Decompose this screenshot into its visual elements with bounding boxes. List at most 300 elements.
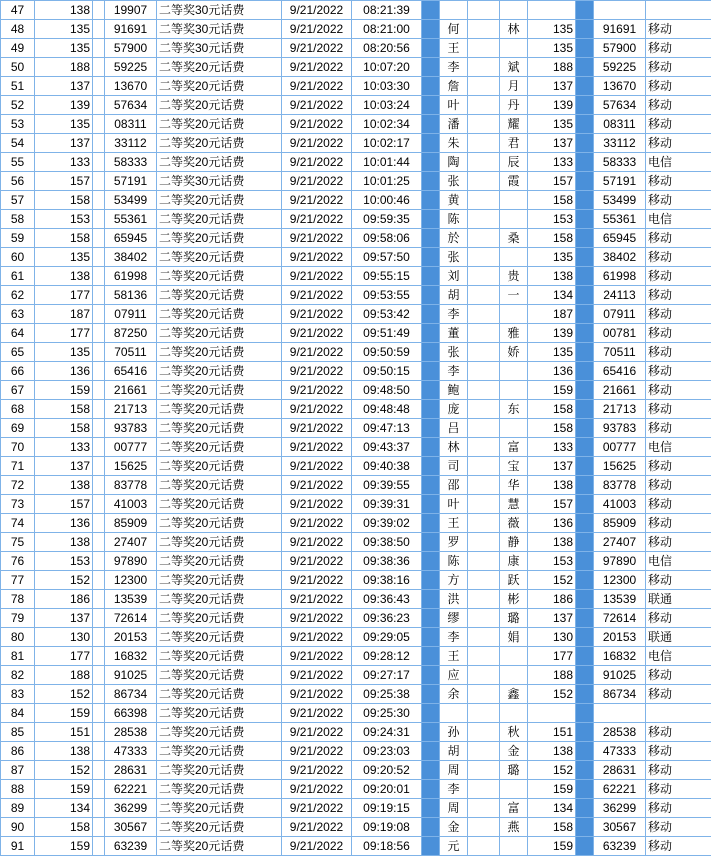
highlight-bar-cell[interactable] — [422, 210, 440, 229]
carrier-cell[interactable]: 移动 — [646, 191, 711, 210]
phone-suffix-cell[interactable]: 85909 — [105, 514, 157, 533]
surname-cell[interactable]: 王 — [440, 39, 468, 58]
phone-suffix2-cell[interactable]: 28538 — [594, 723, 646, 742]
blank-cell[interactable] — [468, 58, 500, 77]
prize-cell[interactable]: 二等奖20元话费 — [157, 438, 282, 457]
time-cell[interactable]: 09:39:55 — [352, 476, 422, 495]
phone-suffix-cell[interactable]: 47333 — [105, 742, 157, 761]
spacer-cell[interactable] — [93, 837, 105, 856]
phone-suffix2-cell[interactable]: 65945 — [594, 229, 646, 248]
phone-suffix-cell[interactable]: 21661 — [105, 381, 157, 400]
prize-cell[interactable]: 二等奖20元话费 — [157, 780, 282, 799]
blank-cell[interactable] — [468, 571, 500, 590]
highlight-bar2-cell[interactable] — [576, 248, 594, 267]
spacer-cell[interactable] — [93, 742, 105, 761]
carrier-cell[interactable]: 移动 — [646, 571, 711, 590]
phone-prefix2-cell[interactable]: 135 — [528, 343, 576, 362]
prize-cell[interactable]: 二等奖20元话费 — [157, 590, 282, 609]
phone-suffix-cell[interactable]: 91691 — [105, 20, 157, 39]
table-row[interactable] — [1, 77, 711, 96]
phone-suffix2-cell[interactable] — [594, 1, 646, 20]
table-row[interactable] — [1, 419, 711, 438]
given-name-cell[interactable] — [500, 780, 528, 799]
carrier-cell[interactable]: 移动 — [646, 495, 711, 514]
phone-prefix-cell[interactable]: 153 — [35, 552, 93, 571]
table-row[interactable] — [1, 590, 711, 609]
date-cell[interactable]: 9/21/2022 — [282, 343, 352, 362]
surname-cell[interactable]: 张 — [440, 172, 468, 191]
highlight-bar-cell[interactable] — [422, 343, 440, 362]
date-cell[interactable]: 9/21/2022 — [282, 115, 352, 134]
given-name-cell[interactable]: 秋 — [500, 723, 528, 742]
given-name-cell[interactable] — [500, 837, 528, 856]
prize-cell[interactable]: 二等奖20元话费 — [157, 685, 282, 704]
time-cell[interactable]: 09:38:36 — [352, 552, 422, 571]
phone-suffix2-cell[interactable]: 27407 — [594, 533, 646, 552]
phone-prefix2-cell[interactable]: 158 — [528, 191, 576, 210]
phone-suffix2-cell[interactable]: 21661 — [594, 381, 646, 400]
highlight-bar2-cell[interactable] — [576, 666, 594, 685]
phone-suffix2-cell[interactable] — [594, 704, 646, 723]
highlight-bar-cell[interactable] — [422, 609, 440, 628]
date-cell[interactable]: 9/21/2022 — [282, 761, 352, 780]
given-name-cell[interactable] — [500, 191, 528, 210]
phone-suffix-cell[interactable]: 36299 — [105, 799, 157, 818]
phone-suffix-cell[interactable]: 93783 — [105, 419, 157, 438]
row-header-cell[interactable]: 76 — [1, 552, 35, 571]
time-cell[interactable]: 08:21:39 — [352, 1, 422, 20]
prize-cell[interactable]: 二等奖30元话费 — [157, 39, 282, 58]
highlight-bar2-cell[interactable] — [576, 39, 594, 58]
phone-suffix-cell[interactable]: 57191 — [105, 172, 157, 191]
date-cell[interactable]: 9/21/2022 — [282, 210, 352, 229]
given-name-cell[interactable]: 璐 — [500, 609, 528, 628]
row-header-cell[interactable]: 87 — [1, 761, 35, 780]
table-row[interactable] — [1, 39, 711, 58]
date-cell[interactable]: 9/21/2022 — [282, 77, 352, 96]
blank-cell[interactable] — [468, 685, 500, 704]
blank-cell[interactable] — [468, 191, 500, 210]
carrier-cell[interactable]: 移动 — [646, 267, 711, 286]
spacer-cell[interactable] — [93, 191, 105, 210]
phone-prefix-cell[interactable]: 138 — [35, 476, 93, 495]
phone-prefix-cell[interactable]: 159 — [35, 381, 93, 400]
blank-cell[interactable] — [468, 666, 500, 685]
phone-prefix-cell[interactable]: 135 — [35, 39, 93, 58]
phone-prefix2-cell[interactable]: 187 — [528, 305, 576, 324]
highlight-bar2-cell[interactable] — [576, 495, 594, 514]
phone-prefix-cell[interactable]: 158 — [35, 191, 93, 210]
highlight-bar-cell[interactable] — [422, 58, 440, 77]
table-row[interactable] — [1, 96, 711, 115]
phone-suffix2-cell[interactable]: 85909 — [594, 514, 646, 533]
date-cell[interactable]: 9/21/2022 — [282, 134, 352, 153]
carrier-cell[interactable]: 移动 — [646, 457, 711, 476]
phone-suffix2-cell[interactable]: 55361 — [594, 210, 646, 229]
highlight-bar-cell[interactable] — [422, 305, 440, 324]
row-header-cell[interactable]: 85 — [1, 723, 35, 742]
date-cell[interactable]: 9/21/2022 — [282, 495, 352, 514]
highlight-bar2-cell[interactable] — [576, 115, 594, 134]
spacer-cell[interactable] — [93, 305, 105, 324]
phone-suffix-cell[interactable]: 07911 — [105, 305, 157, 324]
phone-suffix2-cell[interactable]: 28631 — [594, 761, 646, 780]
blank-cell[interactable] — [468, 381, 500, 400]
highlight-bar-cell[interactable] — [422, 1, 440, 20]
phone-prefix-cell[interactable]: 133 — [35, 153, 93, 172]
prize-cell[interactable]: 二等奖20元话费 — [157, 286, 282, 305]
blank-cell[interactable] — [468, 77, 500, 96]
phone-prefix-cell[interactable]: 187 — [35, 305, 93, 324]
surname-cell[interactable]: 王 — [440, 514, 468, 533]
time-cell[interactable]: 09:28:12 — [352, 647, 422, 666]
spacer-cell[interactable] — [93, 476, 105, 495]
highlight-bar-cell[interactable] — [422, 685, 440, 704]
phone-suffix-cell[interactable]: 86734 — [105, 685, 157, 704]
spacer-cell[interactable] — [93, 343, 105, 362]
spacer-cell[interactable] — [93, 39, 105, 58]
phone-suffix2-cell[interactable]: 53499 — [594, 191, 646, 210]
given-name-cell[interactable]: 娇 — [500, 343, 528, 362]
given-name-cell[interactable]: 月 — [500, 77, 528, 96]
phone-prefix2-cell[interactable]: 138 — [528, 742, 576, 761]
carrier-cell[interactable]: 移动 — [646, 172, 711, 191]
time-cell[interactable]: 10:01:25 — [352, 172, 422, 191]
surname-cell[interactable]: 元 — [440, 837, 468, 856]
surname-cell[interactable]: 洪 — [440, 590, 468, 609]
row-header-cell[interactable]: 88 — [1, 780, 35, 799]
date-cell[interactable]: 9/21/2022 — [282, 780, 352, 799]
phone-prefix2-cell[interactable] — [528, 704, 576, 723]
table-row[interactable] — [1, 400, 711, 419]
time-cell[interactable]: 09:29:05 — [352, 628, 422, 647]
spacer-cell[interactable] — [93, 438, 105, 457]
row-header-cell[interactable]: 54 — [1, 134, 35, 153]
row-header-cell[interactable]: 64 — [1, 324, 35, 343]
given-name-cell[interactable]: 宝 — [500, 457, 528, 476]
phone-prefix-cell[interactable]: 152 — [35, 571, 93, 590]
phone-prefix-cell[interactable]: 137 — [35, 457, 93, 476]
surname-cell[interactable]: 何 — [440, 20, 468, 39]
highlight-bar-cell[interactable] — [422, 837, 440, 856]
phone-suffix2-cell[interactable]: 65416 — [594, 362, 646, 381]
phone-suffix2-cell[interactable]: 21713 — [594, 400, 646, 419]
carrier-cell[interactable]: 移动 — [646, 837, 711, 856]
phone-suffix2-cell[interactable]: 13670 — [594, 77, 646, 96]
row-header-cell[interactable]: 67 — [1, 381, 35, 400]
highlight-bar2-cell[interactable] — [576, 134, 594, 153]
phone-suffix2-cell[interactable]: 15625 — [594, 457, 646, 476]
prize-cell[interactable]: 二等奖20元话费 — [157, 533, 282, 552]
highlight-bar2-cell[interactable] — [576, 438, 594, 457]
row-header-cell[interactable]: 82 — [1, 666, 35, 685]
carrier-cell[interactable]: 移动 — [646, 799, 711, 818]
blank-cell[interactable] — [468, 552, 500, 571]
row-header-cell[interactable]: 73 — [1, 495, 35, 514]
prize-cell[interactable]: 二等奖20元话费 — [157, 58, 282, 77]
highlight-bar2-cell[interactable] — [576, 362, 594, 381]
highlight-bar2-cell[interactable] — [576, 552, 594, 571]
highlight-bar-cell[interactable] — [422, 666, 440, 685]
blank-cell[interactable] — [468, 628, 500, 647]
highlight-bar-cell[interactable] — [422, 457, 440, 476]
phone-suffix2-cell[interactable]: 91025 — [594, 666, 646, 685]
surname-cell[interactable]: 潘 — [440, 115, 468, 134]
spacer-cell[interactable] — [93, 514, 105, 533]
table-row[interactable] — [1, 685, 711, 704]
highlight-bar-cell[interactable] — [422, 419, 440, 438]
highlight-bar-cell[interactable] — [422, 742, 440, 761]
carrier-cell[interactable]: 移动 — [646, 476, 711, 495]
spacer-cell[interactable] — [93, 172, 105, 191]
surname-cell[interactable]: 应 — [440, 666, 468, 685]
spacer-cell[interactable] — [93, 552, 105, 571]
prize-cell[interactable]: 二等奖20元话费 — [157, 115, 282, 134]
row-header-cell[interactable]: 80 — [1, 628, 35, 647]
phone-suffix2-cell[interactable]: 86734 — [594, 685, 646, 704]
highlight-bar2-cell[interactable] — [576, 77, 594, 96]
given-name-cell[interactable]: 东 — [500, 400, 528, 419]
spacer-cell[interactable] — [93, 647, 105, 666]
phone-prefix-cell[interactable]: 158 — [35, 400, 93, 419]
prize-cell[interactable]: 二等奖30元话费 — [157, 1, 282, 20]
phone-suffix-cell[interactable]: 13670 — [105, 77, 157, 96]
row-header-cell[interactable]: 60 — [1, 248, 35, 267]
date-cell[interactable]: 9/21/2022 — [282, 1, 352, 20]
highlight-bar2-cell[interactable] — [576, 153, 594, 172]
row-header-cell[interactable]: 84 — [1, 704, 35, 723]
date-cell[interactable]: 9/21/2022 — [282, 58, 352, 77]
phone-prefix-cell[interactable]: 133 — [35, 438, 93, 457]
surname-cell[interactable]: 李 — [440, 628, 468, 647]
highlight-bar2-cell[interactable] — [576, 628, 594, 647]
phone-suffix-cell[interactable]: 12300 — [105, 571, 157, 590]
highlight-bar-cell[interactable] — [422, 704, 440, 723]
table-row[interactable] — [1, 438, 711, 457]
table-row[interactable] — [1, 20, 711, 39]
prize-cell[interactable]: 二等奖30元话费 — [157, 20, 282, 39]
highlight-bar2-cell[interactable] — [576, 476, 594, 495]
time-cell[interactable]: 09:39:02 — [352, 514, 422, 533]
surname-cell[interactable]: 司 — [440, 457, 468, 476]
given-name-cell[interactable]: 一 — [500, 286, 528, 305]
highlight-bar2-cell[interactable] — [576, 96, 594, 115]
given-name-cell[interactable]: 鑫 — [500, 685, 528, 704]
time-cell[interactable]: 09:55:15 — [352, 267, 422, 286]
given-name-cell[interactable] — [500, 381, 528, 400]
highlight-bar2-cell[interactable] — [576, 20, 594, 39]
prize-cell[interactable]: 二等奖20元话费 — [157, 362, 282, 381]
highlight-bar-cell[interactable] — [422, 761, 440, 780]
carrier-cell[interactable]: 移动 — [646, 780, 711, 799]
time-cell[interactable]: 09:48:48 — [352, 400, 422, 419]
carrier-cell[interactable]: 联通 — [646, 590, 711, 609]
blank-cell[interactable] — [468, 419, 500, 438]
carrier-cell[interactable]: 电信 — [646, 552, 711, 571]
highlight-bar-cell[interactable] — [422, 229, 440, 248]
phone-prefix-cell[interactable]: 138 — [35, 742, 93, 761]
date-cell[interactable]: 9/21/2022 — [282, 723, 352, 742]
row-header-cell[interactable]: 48 — [1, 20, 35, 39]
phone-suffix-cell[interactable]: 59225 — [105, 58, 157, 77]
row-header-cell[interactable]: 62 — [1, 286, 35, 305]
highlight-bar-cell[interactable] — [422, 362, 440, 381]
phone-suffix-cell[interactable]: 58136 — [105, 286, 157, 305]
surname-cell[interactable]: 缪 — [440, 609, 468, 628]
table-row[interactable] — [1, 210, 711, 229]
highlight-bar2-cell[interactable] — [576, 210, 594, 229]
phone-suffix2-cell[interactable]: 24113 — [594, 286, 646, 305]
carrier-cell[interactable]: 移动 — [646, 39, 711, 58]
highlight-bar-cell[interactable] — [422, 780, 440, 799]
carrier-cell[interactable]: 移动 — [646, 248, 711, 267]
table-row[interactable] — [1, 229, 711, 248]
spacer-cell[interactable] — [93, 58, 105, 77]
surname-cell[interactable]: 周 — [440, 799, 468, 818]
phone-prefix2-cell[interactable]: 135 — [528, 248, 576, 267]
time-cell[interactable]: 09:59:35 — [352, 210, 422, 229]
given-name-cell[interactable] — [500, 39, 528, 58]
time-cell[interactable]: 09:20:52 — [352, 761, 422, 780]
phone-suffix-cell[interactable]: 63239 — [105, 837, 157, 856]
blank-cell[interactable] — [468, 248, 500, 267]
given-name-cell[interactable]: 霞 — [500, 172, 528, 191]
blank-cell[interactable] — [468, 39, 500, 58]
row-header-cell[interactable]: 49 — [1, 39, 35, 58]
highlight-bar2-cell[interactable] — [576, 742, 594, 761]
phone-prefix2-cell[interactable]: 157 — [528, 172, 576, 191]
table-row[interactable] — [1, 514, 711, 533]
surname-cell[interactable]: 叶 — [440, 96, 468, 115]
phone-suffix2-cell[interactable]: 57191 — [594, 172, 646, 191]
table-row[interactable] — [1, 248, 711, 267]
phone-prefix-cell[interactable]: 153 — [35, 210, 93, 229]
phone-suffix-cell[interactable]: 61998 — [105, 267, 157, 286]
table-row[interactable] — [1, 533, 711, 552]
phone-suffix-cell[interactable]: 65416 — [105, 362, 157, 381]
surname-cell[interactable]: 刘 — [440, 267, 468, 286]
highlight-bar2-cell[interactable] — [576, 704, 594, 723]
phone-suffix2-cell[interactable]: 30567 — [594, 818, 646, 837]
surname-cell[interactable]: 邵 — [440, 476, 468, 495]
spacer-cell[interactable] — [93, 723, 105, 742]
row-header-cell[interactable]: 86 — [1, 742, 35, 761]
prize-cell[interactable]: 二等奖20元话费 — [157, 818, 282, 837]
given-name-cell[interactable]: 康 — [500, 552, 528, 571]
surname-cell[interactable]: 林 — [440, 438, 468, 457]
time-cell[interactable]: 10:02:17 — [352, 134, 422, 153]
highlight-bar2-cell[interactable] — [576, 761, 594, 780]
blank-cell[interactable] — [468, 286, 500, 305]
spacer-cell[interactable] — [93, 628, 105, 647]
date-cell[interactable]: 9/21/2022 — [282, 286, 352, 305]
date-cell[interactable]: 9/21/2022 — [282, 39, 352, 58]
table-row[interactable] — [1, 761, 711, 780]
table-row[interactable] — [1, 666, 711, 685]
phone-prefix-cell[interactable]: 159 — [35, 837, 93, 856]
date-cell[interactable]: 9/21/2022 — [282, 533, 352, 552]
carrier-cell[interactable] — [646, 704, 711, 723]
phone-suffix2-cell[interactable]: 70511 — [594, 343, 646, 362]
carrier-cell[interactable]: 移动 — [646, 115, 711, 134]
table-row[interactable] — [1, 343, 711, 362]
spacer-cell[interactable] — [93, 153, 105, 172]
phone-suffix-cell[interactable]: 87250 — [105, 324, 157, 343]
time-cell[interactable]: 08:20:56 — [352, 39, 422, 58]
surname-cell[interactable]: 黄 — [440, 191, 468, 210]
given-name-cell[interactable]: 慧 — [500, 495, 528, 514]
time-cell[interactable]: 09:40:38 — [352, 457, 422, 476]
time-cell[interactable]: 10:03:30 — [352, 77, 422, 96]
row-header-cell[interactable]: 57 — [1, 191, 35, 210]
blank-cell[interactable] — [468, 438, 500, 457]
phone-prefix2-cell[interactable]: 137 — [528, 77, 576, 96]
highlight-bar-cell[interactable] — [422, 476, 440, 495]
phone-prefix2-cell[interactable]: 158 — [528, 818, 576, 837]
time-cell[interactable]: 10:00:46 — [352, 191, 422, 210]
highlight-bar2-cell[interactable] — [576, 419, 594, 438]
table-row[interactable] — [1, 172, 711, 191]
phone-prefix-cell[interactable]: 159 — [35, 780, 93, 799]
prize-cell[interactable]: 二等奖20元话费 — [157, 381, 282, 400]
date-cell[interactable]: 9/21/2022 — [282, 400, 352, 419]
row-header-cell[interactable]: 69 — [1, 419, 35, 438]
highlight-bar-cell[interactable] — [422, 552, 440, 571]
prize-cell[interactable]: 二等奖20元话费 — [157, 723, 282, 742]
time-cell[interactable]: 10:01:44 — [352, 153, 422, 172]
given-name-cell[interactable]: 耀 — [500, 115, 528, 134]
prize-cell[interactable]: 二等奖20元话费 — [157, 96, 282, 115]
table-row[interactable] — [1, 837, 711, 856]
table-row[interactable] — [1, 628, 711, 647]
given-name-cell[interactable]: 斌 — [500, 58, 528, 77]
row-header-cell[interactable]: 63 — [1, 305, 35, 324]
phone-prefix-cell[interactable]: 135 — [35, 343, 93, 362]
surname-cell[interactable] — [440, 1, 468, 20]
phone-suffix2-cell[interactable]: 07911 — [594, 305, 646, 324]
date-cell[interactable]: 9/21/2022 — [282, 799, 352, 818]
surname-cell[interactable]: 周 — [440, 761, 468, 780]
row-header-cell[interactable]: 78 — [1, 590, 35, 609]
blank-cell[interactable] — [468, 324, 500, 343]
phone-prefix2-cell[interactable]: 152 — [528, 571, 576, 590]
table-row[interactable] — [1, 134, 711, 153]
time-cell[interactable]: 09:57:50 — [352, 248, 422, 267]
phone-prefix-cell[interactable]: 157 — [35, 172, 93, 191]
phone-suffix-cell[interactable]: 72614 — [105, 609, 157, 628]
phone-prefix-cell[interactable]: 138 — [35, 267, 93, 286]
spacer-cell[interactable] — [93, 495, 105, 514]
phone-prefix2-cell[interactable]: 158 — [528, 400, 576, 419]
blank-cell[interactable] — [468, 153, 500, 172]
phone-suffix2-cell[interactable]: 62221 — [594, 780, 646, 799]
surname-cell[interactable]: 庞 — [440, 400, 468, 419]
given-name-cell[interactable] — [500, 362, 528, 381]
time-cell[interactable]: 09:19:08 — [352, 818, 422, 837]
prize-cell[interactable]: 二等奖20元话费 — [157, 77, 282, 96]
surname-cell[interactable]: 胡 — [440, 286, 468, 305]
carrier-cell[interactable]: 移动 — [646, 400, 711, 419]
date-cell[interactable]: 9/21/2022 — [282, 609, 352, 628]
row-header-cell[interactable]: 53 — [1, 115, 35, 134]
given-name-cell[interactable] — [500, 210, 528, 229]
given-name-cell[interactable]: 辰 — [500, 153, 528, 172]
date-cell[interactable]: 9/21/2022 — [282, 457, 352, 476]
surname-cell[interactable]: 陈 — [440, 210, 468, 229]
prize-cell[interactable]: 二等奖20元话费 — [157, 400, 282, 419]
phone-suffix2-cell[interactable]: 59225 — [594, 58, 646, 77]
highlight-bar-cell[interactable] — [422, 20, 440, 39]
